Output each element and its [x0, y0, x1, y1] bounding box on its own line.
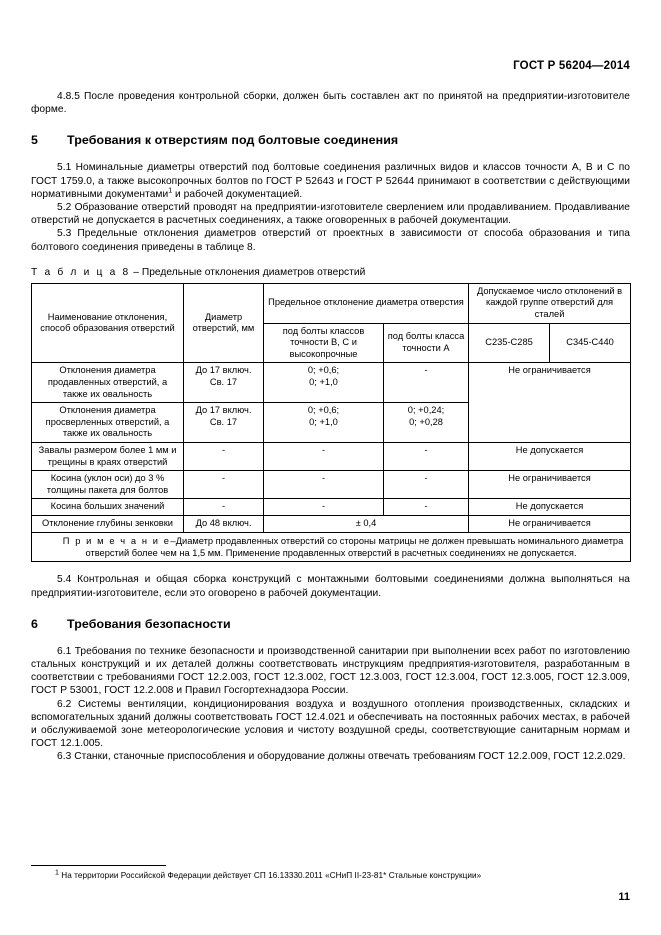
cell-deviation-name: Отклонения диаметра продавленных отверстий, а также их овальность [32, 363, 184, 403]
section-5-number: 5 [31, 133, 38, 148]
cell-deviation-bolts-bc: - [264, 471, 384, 499]
footnote-area [31, 865, 630, 881]
table-header-group-deviation: Предельное отклонение диаметра отверстия [264, 283, 469, 323]
document-content [31, 90, 630, 764]
table-header-steel-c235: С235-С285 [469, 323, 550, 363]
table-row [32, 442, 631, 470]
table-row [32, 471, 631, 499]
cell-allowed-number: Не ограничивается [469, 471, 631, 499]
cell-allowed-number: Не ограничивается [469, 363, 631, 443]
table-header-diameter: Диаметр отверстий, мм [184, 283, 264, 363]
paragraph-5-1-text-tail: и рабочей документацией. [172, 188, 303, 200]
table-8-foot [32, 532, 631, 562]
table-row [32, 499, 631, 516]
table-8-note [32, 532, 631, 562]
cell-deviation-name: Отклонение глубины зенковки [32, 515, 184, 532]
table-8-head [32, 283, 631, 363]
cell-diameter: До 17 включ. Св. 17 [184, 363, 264, 403]
paragraph-5-1-text: 5.1 Номинальные диаметры отверстий под болтовые соединения различных видов и классов точности А, В и С по ГОСТ 1759.0, а также высокопрочных болтов по ГОСТ Р 52643 и ГОСТ Р 52644 принимают в соответствии с действующими нормативными документами [31, 162, 630, 200]
table-8-note-text: Диаметр продавленных отверстий со стороны матрицы не должен превышать номинального диаметра отверстий более чем на 1,5 мм. Применение продавленных отверстий в расчетных соединениях не допускается. [85, 535, 624, 558]
table-header-bolts-a: под болты класса точности А [384, 323, 469, 363]
footnote-divider [31, 865, 166, 866]
paragraph-6-1: 6.1 Требования по технике безопасности и производственной санитарии при выполнении всех работ по изготовлению стальных конструкций и их деталей должны соответствовать инструкциям предприятия-изготовителя, разработанным в соответствии с требованиями ГОСТ 12.2.003, ГОСТ 12.3.002, ГОСТ 12.3.003, ГОСТ 12.3.004, ГОСТ 12.3.005, ГОСТ 12.3.009, ГОСТ Р 53001, ГОСТ 12.2.008 и Правил Госгортехнадзора России. [31, 645, 630, 697]
cell-deviation-value: ± 0,4 [264, 515, 469, 532]
paragraph-6-2: 6.2 Системы вентиляции, кондиционирования воздуха и воздушного отопления производственных, складских и вспомогательных зданий должны соответствовать ГОСТ 12.4.021 и обеспечивать на постоянных рабочих местах, в рабочей и обслуживаемой зоне метеорологические условия и чистоту воздушной среды, соответствующие санитарным нормам и ГОСТ 12.1.005. [31, 698, 630, 750]
table-row [32, 515, 631, 532]
table-header-steel-c345: С345-С440 [550, 323, 631, 363]
section-6-number: 6 [31, 616, 38, 631]
page-number: 11 [618, 891, 630, 903]
paragraph-5-4: 5.4 Контрольная и общая сборка конструкций с монтажными болтовыми соединениями должна выполняться на предприятии-изготовителе, если это оговорено в рабочей документации. [31, 574, 630, 599]
paragraph-5-3: 5.3 Предельные отклонения диаметров отверстий от проектных в зависимости от способа образования и типа болтового соединения приведены в таблице 8. [31, 228, 630, 253]
section-heading-5 [31, 133, 630, 147]
section-5-title: Требования к отверстиям под болтовые соединения [67, 133, 399, 148]
cell-deviation-bolts-bc: - [264, 442, 384, 470]
page-header-standard-number: ГОСТ Р 56204—2014 [513, 60, 630, 72]
table-8-note-dash: – [170, 535, 176, 546]
section-6-title: Требования безопасности [67, 616, 231, 631]
cell-diameter: - [184, 471, 264, 499]
table-header-bolts-bc: под болты классов точности В, С и высокопрочные [264, 323, 384, 363]
cell-deviation-name: Косина (уклон оси) до 3 % толщины пакета для болтов [32, 471, 184, 499]
cell-allowed-number: Не допускается [469, 499, 631, 516]
cell-allowed-number: Не ограничивается [469, 515, 631, 532]
cell-deviation-bolts-bc: 0; +0,6; 0; +1,0 [264, 403, 384, 443]
table-8-caption-title: Предельные отклонения диаметров отверстий [141, 266, 366, 278]
paragraph-5-2: 5.2 Образование отверстий проводят на предприятии-изготовителе сверлением или продавливанием. Продавливание отверстий не допускается в расчетных соединениях, а также оговоренных в рабочей документации. [31, 202, 630, 227]
table-header-row-1 [32, 283, 631, 323]
cell-deviation-bolts-a: 0; +0,24; 0; +0,28 [384, 403, 469, 443]
paragraph-6-3: 6.3 Станки, станочные приспособления и оборудование должны отвечать требованиям ГОСТ 12.2.009, ГОСТ 12.2.029. [57, 751, 626, 763]
cell-deviation-bolts-a: - [384, 363, 469, 403]
paragraph-5-1 [31, 161, 630, 201]
table-header-name: Наименование отклонения, способ образования отверстий [32, 283, 184, 363]
cell-diameter: До 17 включ. Св. 17 [184, 403, 264, 443]
cell-deviation-bolts-bc: - [264, 499, 384, 516]
cell-deviation-bolts-a: - [384, 471, 469, 499]
footnote-text: На территории Российской Федерации действует СП 16.13330.2011 «СНиП II-23-81* Стальные конструкции» [61, 871, 482, 880]
table-row [32, 363, 631, 403]
table-header-group-allowed: Допускаемое число отклонений в каждой группе отверстий для сталей [469, 283, 631, 323]
cell-deviation-name: Отклонения диаметра просверленных отверстий, а также их овальность [32, 403, 184, 443]
footnote-marker: 1 [55, 869, 59, 877]
footnote-marker-inline: 1 [168, 187, 173, 195]
cell-diameter: До 48 включ. [184, 515, 264, 532]
table-8-caption-dash: – [133, 266, 139, 278]
table-8 [31, 283, 631, 563]
section-heading-6 [31, 617, 630, 631]
table-8-body [32, 363, 631, 532]
cell-deviation-bolts-bc: 0; +0,6; 0; +1,0 [264, 363, 384, 403]
cell-diameter: - [184, 499, 264, 516]
footnote-1 [31, 870, 630, 881]
table-8-note-label: П р и м е ч а н и е [62, 535, 171, 546]
cell-deviation-name: Завалы размером более 1 мм и трещины в краях отверстий [32, 442, 184, 470]
cell-deviation-bolts-a: - [384, 499, 469, 516]
cell-deviation-bolts-a: - [384, 442, 469, 470]
cell-deviation-name: Косина больших значений [32, 499, 184, 516]
paragraph-4-8-5: 4.8.5 После проведения контрольной сборки, должен быть составлен акт по принятой на предприятии-изготовителе форме. [31, 91, 630, 116]
table-note-row [32, 532, 631, 562]
table-8-caption-label: Т а б л и ц а 8 [31, 266, 131, 278]
cell-diameter: - [184, 442, 264, 470]
cell-allowed-number: Не допускается [469, 442, 631, 470]
table-8-caption [31, 267, 630, 278]
